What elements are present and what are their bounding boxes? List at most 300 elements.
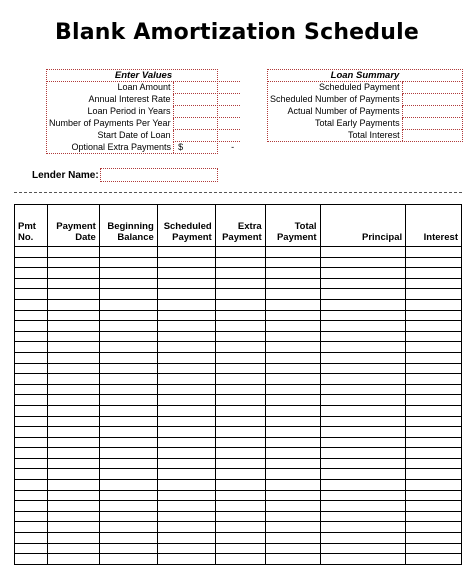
table-cell[interactable]: [215, 511, 265, 522]
total-interest-label: Total Interest: [348, 129, 400, 140]
table-cell[interactable]: [320, 427, 406, 438]
enter-values-header: Enter Values: [47, 70, 240, 82]
table-cell[interactable]: [320, 352, 406, 363]
table-cell[interactable]: [15, 289, 48, 300]
table-row: [15, 268, 462, 279]
table-cell[interactable]: [320, 469, 406, 480]
table-cell[interactable]: [47, 352, 99, 363]
table-row: [15, 384, 462, 395]
table-cell[interactable]: [47, 522, 99, 533]
table-cell[interactable]: [265, 299, 320, 310]
table-cell[interactable]: [215, 522, 265, 533]
table-cell[interactable]: [320, 384, 406, 395]
table-row: [15, 321, 462, 332]
amortization-table: [14, 204, 462, 565]
table-cell[interactable]: [320, 511, 406, 522]
table-cell[interactable]: [157, 363, 215, 374]
table-cell[interactable]: [406, 257, 462, 268]
table-cell[interactable]: [320, 490, 406, 501]
scheduled-payment-label: Scheduled Payment: [319, 82, 400, 93]
table-cell[interactable]: [47, 310, 99, 321]
col-total-payment: Total Payment: [265, 205, 320, 247]
table-cell[interactable]: [99, 352, 157, 363]
table-cell[interactable]: [215, 501, 265, 512]
table-cell[interactable]: [320, 289, 406, 300]
table-cell[interactable]: [47, 490, 99, 501]
table-cell[interactable]: [47, 533, 99, 544]
table-cell[interactable]: [406, 268, 462, 279]
table-cell[interactable]: [406, 543, 462, 554]
table-cell[interactable]: [157, 416, 215, 427]
table-row: [15, 533, 462, 544]
table-cell[interactable]: [320, 416, 406, 427]
table-cell[interactable]: [265, 395, 320, 406]
table-cell[interactable]: [215, 268, 265, 279]
table-cell[interactable]: [265, 342, 320, 353]
table-cell[interactable]: [99, 501, 157, 512]
table-cell[interactable]: [215, 437, 265, 448]
table-cell[interactable]: [47, 405, 99, 416]
table-cell[interactable]: [320, 437, 406, 448]
table-cell[interactable]: [215, 554, 265, 565]
table-row: [15, 374, 462, 385]
table-cell[interactable]: [157, 384, 215, 395]
table-cell[interactable]: [406, 458, 462, 469]
table-cell[interactable]: [320, 448, 406, 459]
table-cell[interactable]: [406, 247, 462, 258]
table-cell[interactable]: [215, 395, 265, 406]
interest-rate-field[interactable]: [173, 94, 240, 106]
table-cell[interactable]: [47, 257, 99, 268]
table-cell[interactable]: [157, 321, 215, 332]
table-row: [15, 257, 462, 268]
table-cell[interactable]: [15, 299, 48, 310]
table-row: [15, 427, 462, 438]
table-cell[interactable]: [320, 480, 406, 491]
extra-payments-label: Optional Extra Payments: [71, 141, 172, 152]
table-cell[interactable]: [215, 405, 265, 416]
table-cell[interactable]: [320, 395, 406, 406]
table-cell[interactable]: [15, 554, 48, 565]
table-cell[interactable]: [99, 490, 157, 501]
table-cell[interactable]: [215, 247, 265, 258]
table-cell[interactable]: [157, 310, 215, 321]
table-cell[interactable]: [15, 268, 48, 279]
table-cell[interactable]: [265, 533, 320, 544]
table-cell[interactable]: [15, 501, 48, 512]
table-cell[interactable]: [15, 374, 48, 385]
table-cell[interactable]: [406, 384, 462, 395]
table-cell[interactable]: [47, 511, 99, 522]
table-cell[interactable]: [99, 554, 157, 565]
table-cell[interactable]: [15, 321, 48, 332]
col-extra-payment: Extra Payment: [215, 205, 265, 247]
table-cell[interactable]: [215, 363, 265, 374]
table-cell[interactable]: [15, 395, 48, 406]
table-cell[interactable]: [320, 342, 406, 353]
table-cell[interactable]: [265, 278, 320, 289]
table-cell[interactable]: [47, 268, 99, 279]
table-cell[interactable]: [265, 268, 320, 279]
table-cell[interactable]: [406, 331, 462, 342]
table-cell[interactable]: [406, 342, 462, 353]
table-cell[interactable]: [47, 437, 99, 448]
table-cell[interactable]: [215, 384, 265, 395]
table-cell[interactable]: [157, 352, 215, 363]
table-cell[interactable]: [15, 363, 48, 374]
table-cell[interactable]: [215, 257, 265, 268]
table-cell[interactable]: [406, 437, 462, 448]
table-cell[interactable]: [99, 533, 157, 544]
table-cell[interactable]: [215, 321, 265, 332]
table-cell[interactable]: [47, 331, 99, 342]
table-cell[interactable]: [15, 310, 48, 321]
table-cell[interactable]: [47, 427, 99, 438]
table-cell[interactable]: [47, 278, 99, 289]
table-cell[interactable]: [320, 299, 406, 310]
table-cell[interactable]: [215, 490, 265, 501]
table-cell[interactable]: [47, 416, 99, 427]
table-cell[interactable]: [99, 278, 157, 289]
table-cell[interactable]: [47, 554, 99, 565]
table-cell[interactable]: [99, 268, 157, 279]
col-pmt-no: Pmt No.: [15, 205, 48, 247]
table-cell[interactable]: [99, 543, 157, 554]
extra-payments-value: -: [231, 142, 235, 152]
total-interest-value: [402, 130, 462, 142]
table-row: [15, 416, 462, 427]
loan-summary-panel: [267, 69, 463, 142]
loan-summary-header: Loan Summary: [268, 70, 462, 82]
table-cell[interactable]: [265, 257, 320, 268]
table-cell[interactable]: [15, 448, 48, 459]
table-cell[interactable]: [406, 289, 462, 300]
table-cell[interactable]: [15, 437, 48, 448]
table-cell[interactable]: [320, 501, 406, 512]
loan-period-label: Loan Period in Years: [87, 106, 171, 116]
table-cell[interactable]: [320, 405, 406, 416]
table-cell[interactable]: [320, 310, 406, 321]
table-cell[interactable]: [406, 395, 462, 406]
table-cell[interactable]: [47, 299, 99, 310]
loan-amount-field[interactable]: [173, 82, 240, 94]
table-cell[interactable]: [265, 469, 320, 480]
table-cell[interactable]: [47, 543, 99, 554]
table-cell[interactable]: [265, 543, 320, 554]
table-cell[interactable]: [265, 405, 320, 416]
table-cell[interactable]: [157, 501, 215, 512]
table-cell[interactable]: [406, 310, 462, 321]
table-cell[interactable]: [157, 469, 215, 480]
table-cell[interactable]: [99, 437, 157, 448]
table-cell[interactable]: [157, 374, 215, 385]
table-cell[interactable]: [157, 448, 215, 459]
table-row: [15, 310, 462, 321]
start-date-label: Start Date of Loan: [97, 130, 171, 140]
table-cell[interactable]: [157, 533, 215, 544]
table-cell[interactable]: [320, 522, 406, 533]
table-cell[interactable]: [320, 374, 406, 385]
table-cell[interactable]: [406, 480, 462, 491]
actual-number-label: Actual Number of Payments: [287, 106, 400, 116]
table-cell[interactable]: [99, 480, 157, 491]
table-cell[interactable]: [99, 257, 157, 268]
table-cell[interactable]: [157, 257, 215, 268]
table-cell[interactable]: [265, 490, 320, 501]
table-cell[interactable]: [99, 384, 157, 395]
table-cell[interactable]: [406, 299, 462, 310]
table-cell[interactable]: [406, 533, 462, 544]
table-cell[interactable]: [265, 501, 320, 512]
table-cell[interactable]: [406, 554, 462, 565]
table-row: [15, 395, 462, 406]
table-cell[interactable]: [99, 299, 157, 310]
table-cell[interactable]: [215, 342, 265, 353]
table-cell[interactable]: [15, 331, 48, 342]
actual-number-value: [402, 106, 462, 118]
table-row: [15, 511, 462, 522]
table-cell[interactable]: [406, 469, 462, 480]
table-cell[interactable]: [157, 342, 215, 353]
table-cell[interactable]: [215, 331, 265, 342]
table-cell[interactable]: [215, 299, 265, 310]
table-cell[interactable]: [320, 278, 406, 289]
table-cell[interactable]: [265, 374, 320, 385]
table-row: [15, 278, 462, 289]
table-cell[interactable]: [15, 352, 48, 363]
table-cell[interactable]: [15, 469, 48, 480]
table-cell[interactable]: [99, 247, 157, 258]
table-cell[interactable]: [99, 363, 157, 374]
table-cell[interactable]: [15, 247, 48, 258]
table-cell[interactable]: [157, 554, 215, 565]
table-cell[interactable]: [157, 490, 215, 501]
table-cell[interactable]: [215, 480, 265, 491]
table-row: [15, 469, 462, 480]
table-cell[interactable]: [215, 458, 265, 469]
table-cell[interactable]: [157, 522, 215, 533]
table-cell[interactable]: [15, 458, 48, 469]
loan-period-field[interactable]: [173, 106, 240, 118]
table-row: [15, 543, 462, 554]
table-cell[interactable]: [215, 310, 265, 321]
table-cell[interactable]: [215, 469, 265, 480]
table-cell[interactable]: [47, 395, 99, 406]
table-cell[interactable]: [99, 511, 157, 522]
start-date-field[interactable]: [173, 130, 240, 142]
total-early-value: [402, 118, 462, 130]
table-cell[interactable]: [320, 363, 406, 374]
table-cell[interactable]: [406, 278, 462, 289]
table-cell[interactable]: [157, 458, 215, 469]
interest-rate-label: Annual Interest Rate: [88, 94, 171, 104]
table-cell[interactable]: [215, 289, 265, 300]
table-row: [15, 501, 462, 512]
table-cell[interactable]: [15, 480, 48, 491]
table-cell[interactable]: [47, 480, 99, 491]
table-cell[interactable]: [15, 543, 48, 554]
table-cell[interactable]: [265, 480, 320, 491]
table-cell[interactable]: [47, 448, 99, 459]
lender-name-field[interactable]: [100, 168, 218, 182]
table-cell[interactable]: [406, 405, 462, 416]
table-cell[interactable]: [15, 384, 48, 395]
table-cell[interactable]: [406, 511, 462, 522]
table-cell[interactable]: [406, 427, 462, 438]
table-cell[interactable]: [320, 268, 406, 279]
table-cell[interactable]: [99, 458, 157, 469]
table-cell[interactable]: [320, 321, 406, 332]
table-cell[interactable]: [15, 416, 48, 427]
table-cell[interactable]: [157, 511, 215, 522]
table-cell[interactable]: [15, 533, 48, 544]
table-cell[interactable]: [99, 522, 157, 533]
table-cell[interactable]: [215, 543, 265, 554]
table-cell[interactable]: [406, 522, 462, 533]
table-cell[interactable]: [215, 533, 265, 544]
table-cell[interactable]: [265, 331, 320, 342]
table-cell[interactable]: [406, 416, 462, 427]
table-cell[interactable]: [265, 321, 320, 332]
table-cell[interactable]: [15, 490, 48, 501]
table-cell[interactable]: [15, 342, 48, 353]
table-cell[interactable]: [47, 321, 99, 332]
table-cell[interactable]: [265, 511, 320, 522]
table-cell[interactable]: [320, 247, 406, 258]
table-cell[interactable]: [320, 331, 406, 342]
table-cell[interactable]: [99, 321, 157, 332]
table-cell[interactable]: [47, 363, 99, 374]
table-cell[interactable]: [157, 299, 215, 310]
enter-values-panel: [46, 69, 235, 154]
table-cell[interactable]: [47, 374, 99, 385]
table-cell[interactable]: [406, 363, 462, 374]
table-cell[interactable]: [265, 554, 320, 565]
table-cell[interactable]: [265, 247, 320, 258]
table-row: [15, 299, 462, 310]
total-early-label: Total Early Payments: [315, 118, 400, 128]
table-cell[interactable]: [215, 427, 265, 438]
table-cell[interactable]: [265, 448, 320, 459]
table-cell[interactable]: [15, 522, 48, 533]
table-cell[interactable]: [265, 427, 320, 438]
table-row: [15, 331, 462, 342]
table-row: [15, 437, 462, 448]
table-row: [15, 480, 462, 491]
table-cell[interactable]: [157, 268, 215, 279]
table-cell[interactable]: [157, 437, 215, 448]
table-cell[interactable]: [99, 469, 157, 480]
table-cell[interactable]: [265, 416, 320, 427]
table-cell[interactable]: [215, 448, 265, 459]
table-cell[interactable]: [47, 501, 99, 512]
table-header-row: [15, 205, 462, 247]
table-cell[interactable]: [157, 395, 215, 406]
table-row: [15, 289, 462, 300]
table-cell[interactable]: [320, 533, 406, 544]
table-cell[interactable]: [157, 480, 215, 491]
table-cell[interactable]: [47, 342, 99, 353]
table-cell[interactable]: [47, 458, 99, 469]
table-cell[interactable]: [157, 427, 215, 438]
loan-amount-label: Loan Amount: [117, 82, 171, 93]
table-cell[interactable]: [265, 310, 320, 321]
table-cell[interactable]: [320, 458, 406, 469]
col-interest: Interest: [406, 205, 462, 247]
col-beginning-balance: Beginning Balance: [99, 205, 157, 247]
table-cell[interactable]: [265, 352, 320, 363]
table-cell[interactable]: [406, 352, 462, 363]
payments-per-year-field[interactable]: [173, 118, 240, 130]
table-cell[interactable]: [320, 554, 406, 565]
table-cell[interactable]: [265, 458, 320, 469]
table-cell[interactable]: [99, 331, 157, 342]
table-cell[interactable]: [215, 278, 265, 289]
table-cell[interactable]: [15, 278, 48, 289]
table-cell[interactable]: [265, 363, 320, 374]
table-cell[interactable]: [15, 511, 48, 522]
table-cell[interactable]: [215, 416, 265, 427]
table-cell[interactable]: [99, 310, 157, 321]
col-scheduled-payment: Scheduled Payment: [157, 205, 215, 247]
table-cell[interactable]: [15, 405, 48, 416]
table-cell[interactable]: [99, 416, 157, 427]
table-cell[interactable]: [320, 257, 406, 268]
table-cell[interactable]: [15, 257, 48, 268]
table-cell[interactable]: [406, 501, 462, 512]
table-cell[interactable]: [320, 543, 406, 554]
table-cell[interactable]: [406, 490, 462, 501]
table-cell[interactable]: [99, 405, 157, 416]
table-cell[interactable]: [99, 395, 157, 406]
col-principal: Principal: [320, 205, 406, 247]
table-cell[interactable]: [215, 352, 265, 363]
table-row: [15, 352, 462, 363]
scheduled-number-value: [402, 94, 462, 106]
extra-payments-field[interactable]: [173, 142, 240, 153]
table-cell[interactable]: [47, 469, 99, 480]
table-cell[interactable]: [215, 374, 265, 385]
table-cell[interactable]: [157, 289, 215, 300]
table-cell[interactable]: [47, 247, 99, 258]
table-row: [15, 458, 462, 469]
table-cell[interactable]: [406, 448, 462, 459]
table-cell[interactable]: [99, 427, 157, 438]
table-cell[interactable]: [157, 247, 215, 258]
table-cell[interactable]: [157, 405, 215, 416]
table-cell[interactable]: [99, 374, 157, 385]
table-cell[interactable]: [157, 331, 215, 342]
table-cell[interactable]: [265, 289, 320, 300]
col-payment-date: Payment Date: [47, 205, 99, 247]
table-cell[interactable]: [406, 321, 462, 332]
table-cell[interactable]: [406, 374, 462, 385]
lender-name-label: Lender Name:: [32, 170, 99, 181]
table-cell[interactable]: [157, 278, 215, 289]
table-cell[interactable]: [265, 384, 320, 395]
table-cell[interactable]: [47, 289, 99, 300]
table-cell[interactable]: [47, 384, 99, 395]
table-cell[interactable]: [99, 342, 157, 353]
table-cell[interactable]: [265, 437, 320, 448]
table-row: [15, 363, 462, 374]
table-cell[interactable]: [99, 289, 157, 300]
table-cell[interactable]: [157, 543, 215, 554]
table-cell[interactable]: [99, 448, 157, 459]
table-cell[interactable]: [15, 427, 48, 438]
table-row: [15, 490, 462, 501]
table-cell[interactable]: [265, 522, 320, 533]
